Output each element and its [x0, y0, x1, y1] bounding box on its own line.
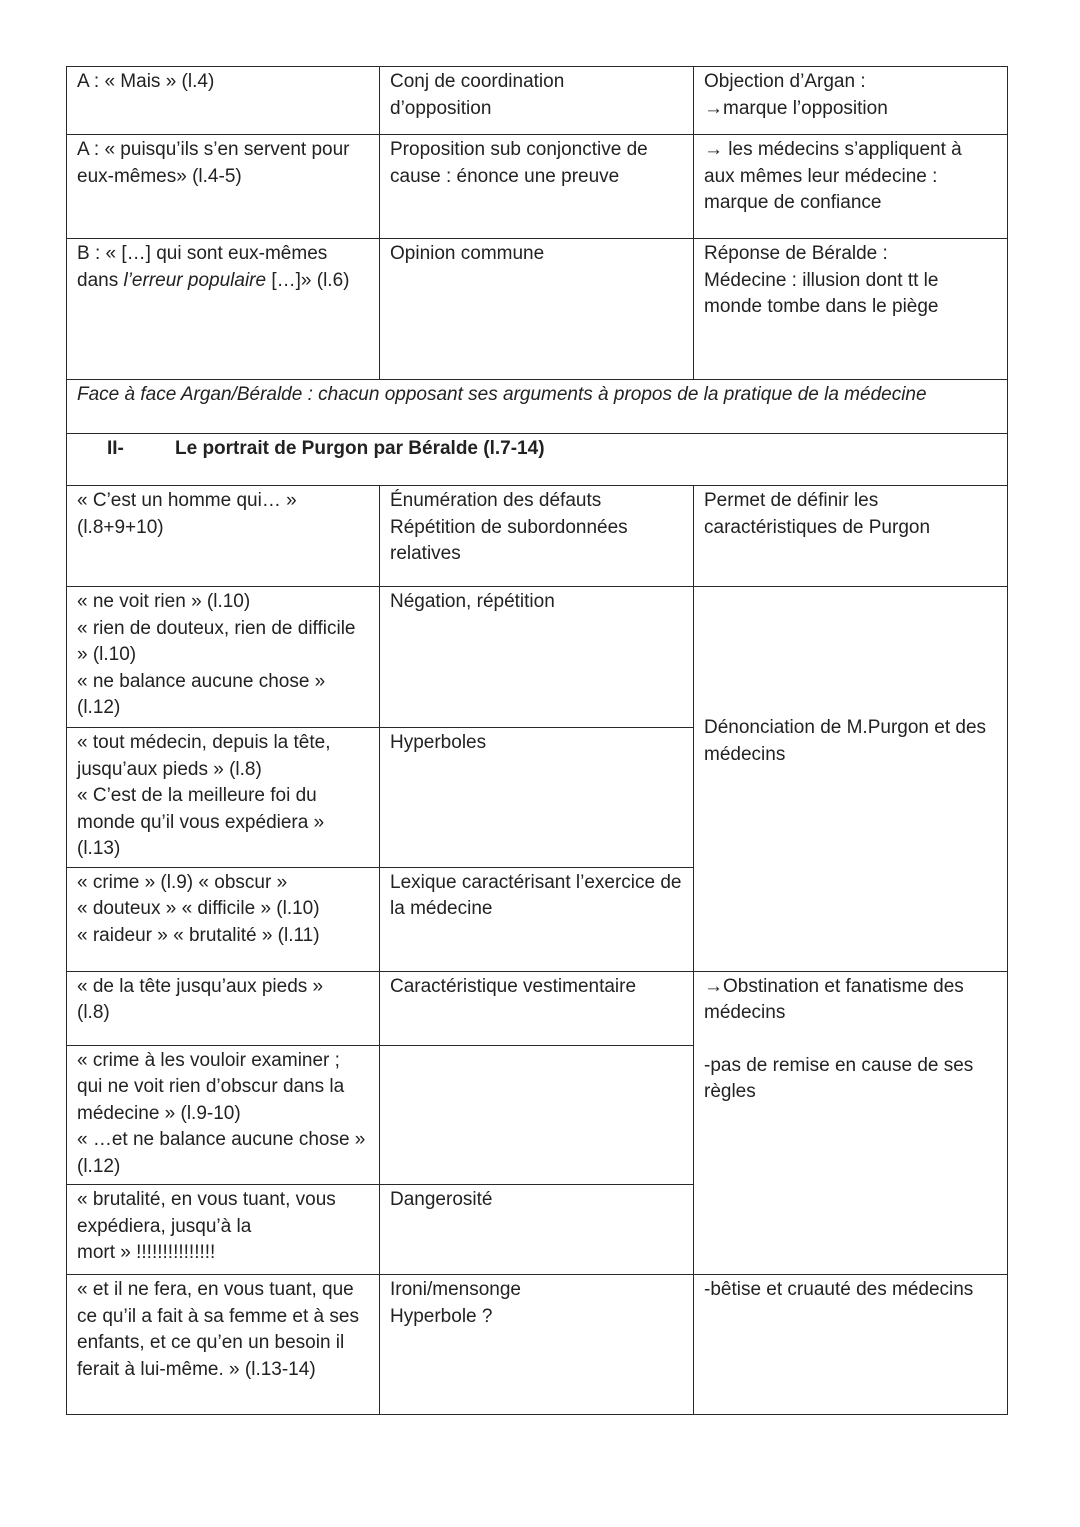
table-row [67, 1275, 1008, 1415]
process-cell: Opinion commune [380, 239, 694, 380]
process-cell [380, 1045, 694, 1185]
denunciation-text: Dénonciation de M.Purgon et des médecins [704, 717, 987, 765]
table-row [67, 135, 1008, 239]
table-row [67, 67, 1008, 135]
quote-cell: « et il ne fera, en vous tuant, que ce qu’il a fait à sa femme et à ses enfants, et ce qu’en un besoin il ferait à lui-même. » (l.13-14) [67, 1275, 380, 1415]
interpretation-cell: Réponse de Béralde : Médecine : illusion dont tt le monde tombe dans le piège [694, 239, 1008, 380]
quote-cell [67, 239, 380, 380]
quote-cell: « crime à les vouloir examiner ; qui ne voit rien d’obscur dans la médecine » (l.9-10) « …et ne balance aucune chose » (l.12) [67, 1045, 380, 1185]
table-row [67, 486, 1008, 587]
quote-text-end: […]» (l.6) [266, 269, 350, 291]
quote-cell: « tout médecin, depuis la tête, jusqu’aux pieds » (l.8) « C’est de la meilleure foi du monde qu’il vous expédiera » (l.13) [67, 728, 380, 868]
process-cell: Caractéristique vestimentaire [380, 971, 694, 1045]
process-cell: Ironi/mensonge Hyperbole ? [380, 1275, 694, 1415]
quote-cell: A : « Mais » (l.4) [67, 67, 380, 135]
quote-cell: « C’est un homme qui… » (l.8+9+10) [67, 486, 380, 587]
interpretation-cell: → les médecins s’appliquent à aux mêmes leur médecine : marque de confiance [694, 135, 1008, 239]
process-cell: Dangerosité [380, 1185, 694, 1275]
process-cell: Conj de coordination d’opposition [380, 67, 694, 135]
table-row [67, 587, 1008, 728]
process-cell: Lexique caractérisant l’exercice de la médecine [380, 867, 694, 971]
quote-italic-text: l’erreur populaire [123, 269, 267, 291]
interpretation-cell-merged [694, 587, 1008, 972]
section-number: II- [107, 438, 124, 459]
table-row [67, 239, 1008, 380]
table-row [67, 971, 1008, 1045]
process-cell: Énumération des défauts Répétition de subordonnées relatives [380, 486, 694, 587]
quote-cell: « de la tête jusqu’aux pieds » (l.8) [67, 971, 380, 1045]
quote-cell: A : « puisqu’ils s’en servent pour eux-mêmes» (l.4-5) [67, 135, 380, 239]
section-title: Le portrait de Purgon par Béralde (l.7-14) [175, 438, 545, 459]
summary-row [67, 380, 1008, 434]
interpretation-cell: -bêtise et cruauté des médecins [694, 1275, 1008, 1415]
obstination-text: →Obstination et fanatisme des médecins [704, 975, 964, 1023]
section-heading-row [67, 434, 1008, 486]
interpretation-cell: Permet de définir les caractéristiques de Purgon [694, 486, 1008, 587]
quote-text: B : « […] qui sont eux-mêmes dans [77, 243, 328, 291]
process-cell: Hyperboles [380, 728, 694, 868]
summary-text: Face à face Argan/Béralde : chacun opposant ses arguments à propos de la pratique de la médecine [67, 380, 1008, 434]
quote-cell: « brutalité, en vous tuant, vous expédiera, jusqu’à la mort » !!!!!!!!!!!!!!! [67, 1185, 380, 1275]
interpretation-cell-merged [694, 971, 1008, 1275]
section-heading [67, 434, 1008, 486]
analysis-table [66, 66, 1008, 1415]
quote-cell: « crime » (l.9) « obscur » « douteux » « difficile » (l.10) « raideur » « brutalité » (l.11) [67, 867, 380, 971]
process-cell: Proposition sub conjonctive de cause : énonce une preuve [380, 135, 694, 239]
quote-cell: « ne voit rien » (l.10) « rien de douteux, rien de difficile » (l.10) « ne balance aucune chose » (l.12) [67, 587, 380, 728]
process-cell: Négation, répétition [380, 587, 694, 728]
remise-text: -pas de remise en cause de ses règles [704, 1054, 974, 1102]
interpretation-cell: Objection d’Argan : →marque l’opposition [694, 67, 1008, 135]
